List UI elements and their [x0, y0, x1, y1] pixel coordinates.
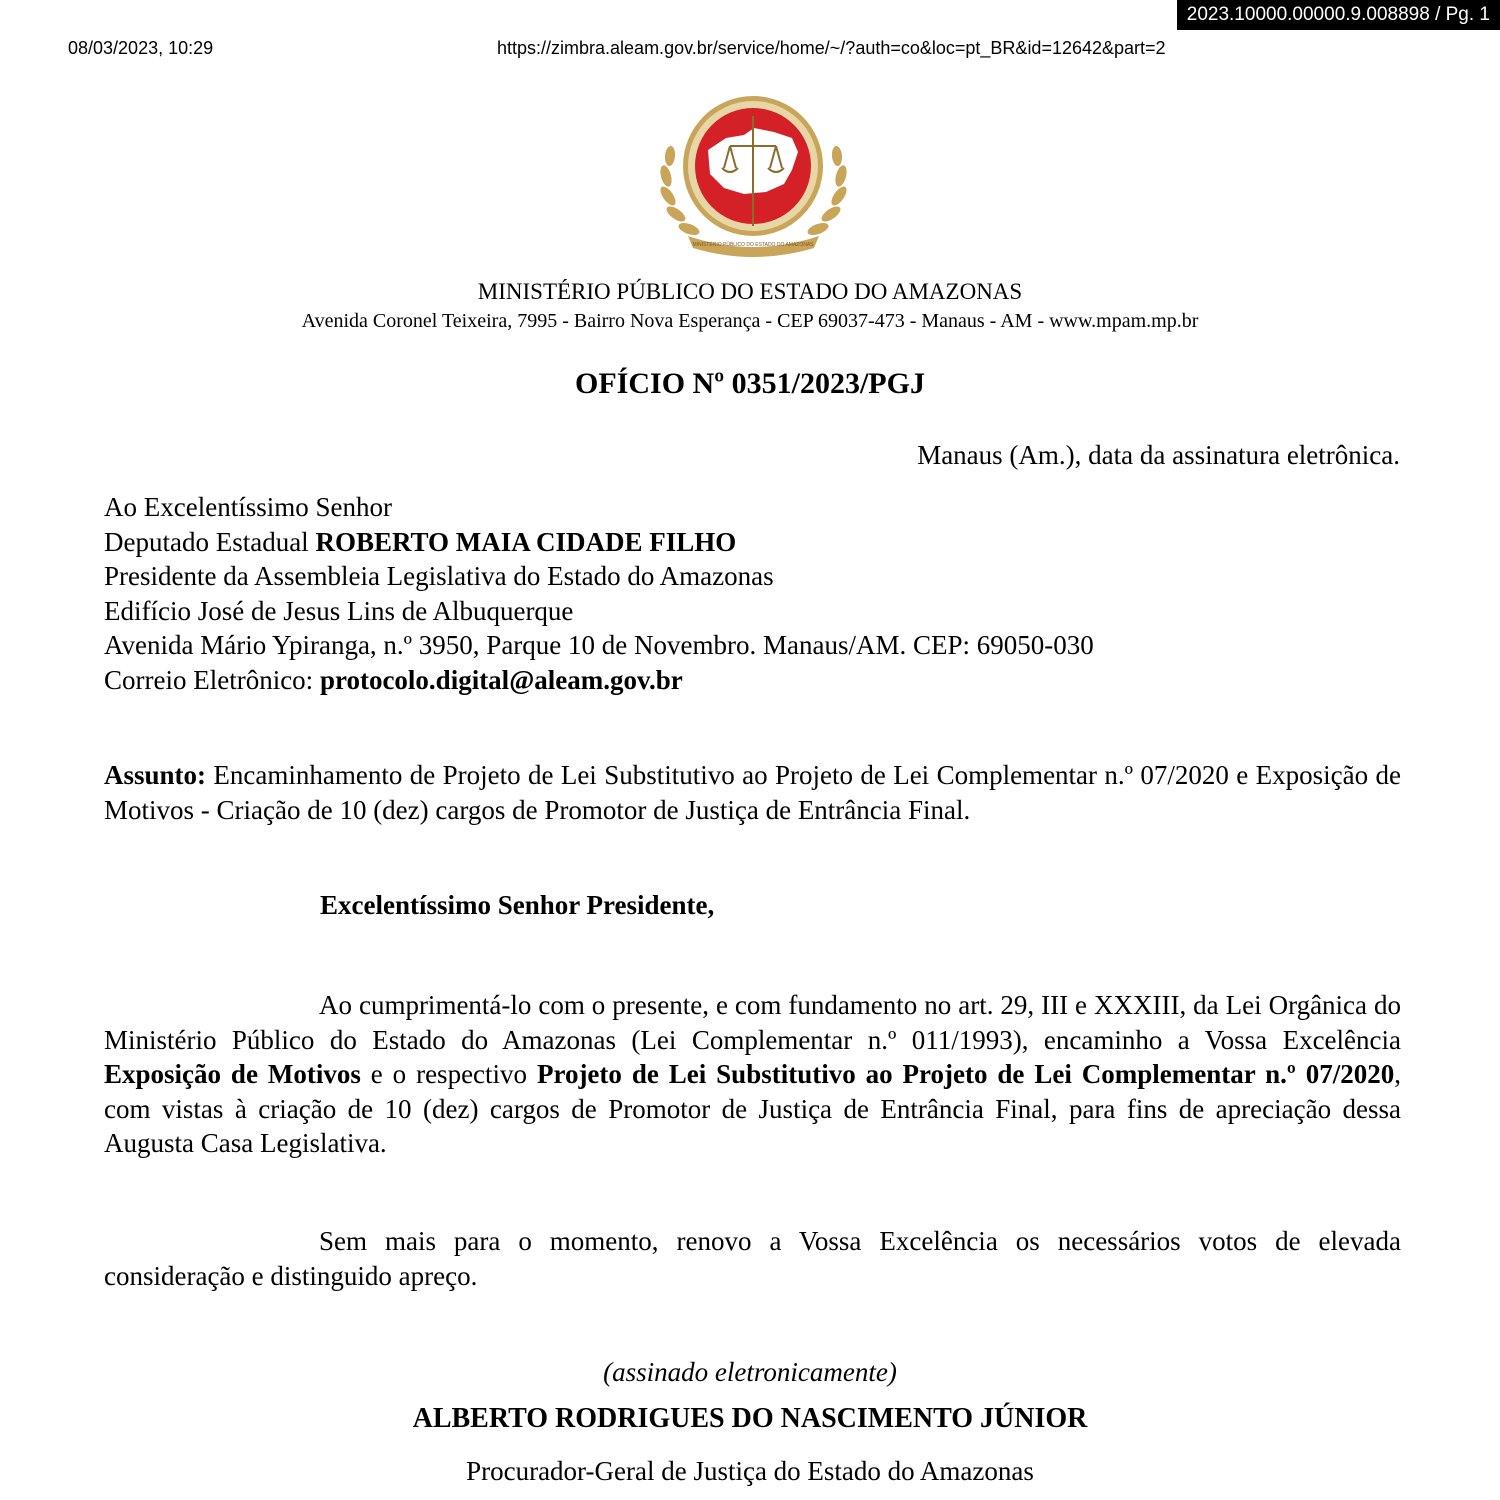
subject-text: Encaminhamento de Projeto de Lei Substitutivo ao Projeto de Lei Complementar n.º 07/2020 e Exposição de Motivos - Criação de 10 (dez) cargos de Promotor de Justiça de Entrância Final. — [104, 760, 1401, 825]
recipient-line-2: Deputado Estadual ROBERTO MAIA CIDADE FILHO — [104, 526, 737, 557]
salutation: Excelentíssimo Senhor Presidente, — [320, 890, 715, 920]
document-id-stamp: 2023.10000.00000.9.008898 / Pg. 1 — [1177, 0, 1500, 30]
recipient-line-1: Ao Excelentíssimo Senhor — [104, 492, 392, 522]
body-paragraph-2: Sem mais para o momento, renovo a Vossa Excelência os necessários votos de elevada consideração e distinguido apreço. — [104, 1226, 1401, 1291]
svg-text:MINISTÉRIO PÚBLICO DO ESTADO D: MINISTÉRIO PÚBLICO DO ESTADO DO AMAZONAS — [692, 242, 814, 248]
print-datetime: 08/03/2023, 10:29 — [68, 38, 214, 58]
signature-note: (assinado eletronicamente) — [603, 1357, 897, 1387]
letterhead-address: Avenida Coronel Teixeira, 7995 - Bairro Nova Esperança - CEP 69037-473 - Manaus - AM - www.mpam.mp.br — [301, 310, 1199, 332]
recipient-name: ROBERTO MAIA CIDADE FILHO — [315, 526, 737, 557]
subject-paragraph — [104, 758, 1401, 827]
recipient-block — [104, 490, 1401, 697]
print-url: https://zimbra.aleam.gov.br/service/home/~/?auth=co&loc=pt_BR&id=12642&part=2 — [497, 38, 1166, 58]
mpam-seal-logo — [656, 88, 851, 258]
signatory-name: ALBERTO RODRIGUES DO NASCIMENTO JÚNIOR — [412, 1403, 1088, 1434]
recipient-email-line: Correio Eletrônico: protocolo.digital@aleam.gov.br — [104, 664, 683, 695]
recipient-email: protocolo.digital@aleam.gov.br — [319, 664, 683, 695]
document-title: OFÍCIO Nº 0351/2023/PGJ — [575, 367, 925, 400]
body-paragraph-1: Ao cumprimentá-lo com o presente, e com fundamento no art. 29, III e XXXIII, da Lei Orgânica do Ministério Público do Estado do Amazonas (Lei Complementar n.º 011/1993), encaminho a Vossa Excelência Exposição de Motivos e o respectivo Projeto de Lei Substitutivo ao Projeto de Lei Complementar n.º 07/2020, com vistas à criação de 10 (dez) cargos de Promotor de Justiça de Entrância Final, para fins de apreciação dessa Augusta Casa Legislativa. — [104, 990, 1401, 1158]
signatory-role: Procurador-Geral de Justiça do Estado do Amazonas — [466, 1456, 1034, 1486]
dateline: Manaus (Am.), data da assinatura eletrônica. — [917, 440, 1400, 470]
subject-label: Assunto: — [104, 760, 207, 790]
letterhead-org: MINISTÉRIO PÚBLICO DO ESTADO DO AMAZONAS — [477, 279, 1023, 304]
recipient-line-4: Edifício José de Jesus Lins de Albuquerque — [104, 595, 574, 626]
recipient-line-5: Avenida Mário Ypiranga, n.º 3950, Parque 10 de Novembro. Manaus/AM. CEP: 69050-030 — [104, 630, 1094, 660]
recipient-line-3: Presidente da Assembleia Legislativa do Estado do Amazonas — [104, 561, 774, 591]
